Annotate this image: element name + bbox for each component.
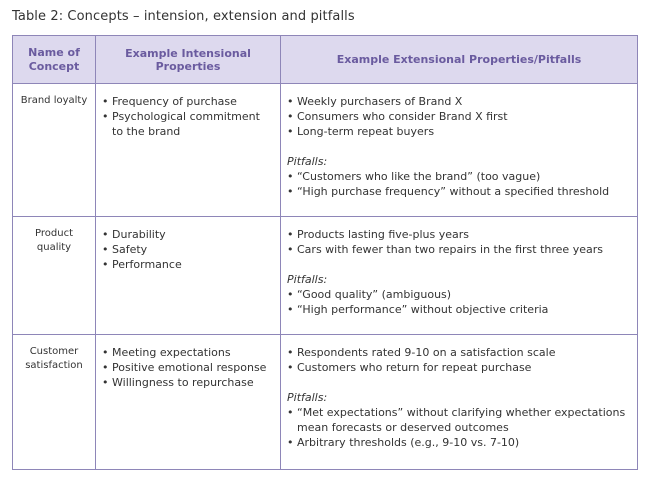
list-item: • Cars with fewer than two repairs in the first three years bbox=[287, 242, 629, 257]
concepts-table bbox=[12, 35, 638, 470]
list-item: • “Customers who like the brand” (too vague) bbox=[287, 169, 629, 184]
list-item: • Arbitrary thresholds (e.g., 9-10 vs. 7-10) bbox=[287, 435, 629, 450]
list-item: • Consumers who consider Brand X first bbox=[287, 109, 629, 124]
list-item: • “High purchase frequency” without a specified threshold bbox=[287, 184, 629, 199]
table-header-row bbox=[13, 36, 638, 84]
header-name-of-concept bbox=[13, 36, 96, 84]
concept-name-cell: Product quality bbox=[13, 217, 96, 335]
list-item: • Customers who return for repeat purchase bbox=[287, 360, 629, 375]
table-row bbox=[13, 335, 638, 470]
pitfalls-label: Pitfalls: bbox=[287, 155, 328, 168]
pitfalls-list bbox=[287, 169, 629, 199]
extensional-list bbox=[287, 94, 629, 139]
list-item: • Meeting expectations bbox=[102, 345, 272, 360]
pitfalls-label: Pitfalls: bbox=[287, 391, 328, 404]
list-item: • Positive emotional response bbox=[102, 360, 272, 375]
intensional-cell bbox=[96, 335, 281, 470]
extensional-cell bbox=[281, 335, 638, 470]
intensional-list bbox=[102, 227, 272, 272]
intensional-list bbox=[102, 94, 272, 139]
list-item: • Durability bbox=[102, 227, 272, 242]
pitfalls-list bbox=[287, 287, 629, 317]
extensional-list bbox=[287, 345, 629, 375]
intensional-cell bbox=[96, 217, 281, 335]
intensional-cell bbox=[96, 84, 281, 217]
list-item: • “Good quality” (ambiguous) bbox=[287, 287, 629, 302]
list-item: • Psychological commitment to the brand bbox=[102, 109, 272, 139]
concept-name-cell: Customer satisfaction bbox=[13, 335, 96, 470]
list-item: • Products lasting five-plus years bbox=[287, 227, 629, 242]
list-item: • Long-term repeat buyers bbox=[287, 124, 629, 139]
table-row bbox=[13, 84, 638, 217]
list-item: • Willingness to repurchase bbox=[102, 375, 272, 390]
list-item: • Performance bbox=[102, 257, 272, 272]
pitfalls-list bbox=[287, 405, 629, 450]
pitfalls-label: Pitfalls: bbox=[287, 273, 328, 286]
list-item: • Respondents rated 9-10 on a satisfaction scale bbox=[287, 345, 629, 360]
list-item: • “High performance” without objective criteria bbox=[287, 302, 629, 317]
intensional-list bbox=[102, 345, 272, 390]
table-row bbox=[13, 217, 638, 335]
extensional-cell bbox=[281, 217, 638, 335]
table-caption: Table 2: Concepts – intension, extension and pitfalls bbox=[12, 9, 355, 24]
header-intensional: Example Intensional Properties bbox=[96, 36, 281, 84]
extensional-cell bbox=[281, 84, 638, 217]
header-extensional: Example Extensional Properties/Pitfalls bbox=[281, 36, 638, 84]
list-item: • Weekly purchasers of Brand X bbox=[287, 94, 629, 109]
header-name-label: Name of Concept bbox=[28, 45, 80, 73]
concept-name-cell: Brand loyalty bbox=[13, 84, 96, 217]
extensional-list bbox=[287, 227, 629, 257]
list-item: • Frequency of purchase bbox=[102, 94, 272, 109]
list-item: • Safety bbox=[102, 242, 272, 257]
list-item: • “Met expectations” without clarifying whether expectations mean forecasts or deserved outcomes bbox=[287, 405, 629, 435]
